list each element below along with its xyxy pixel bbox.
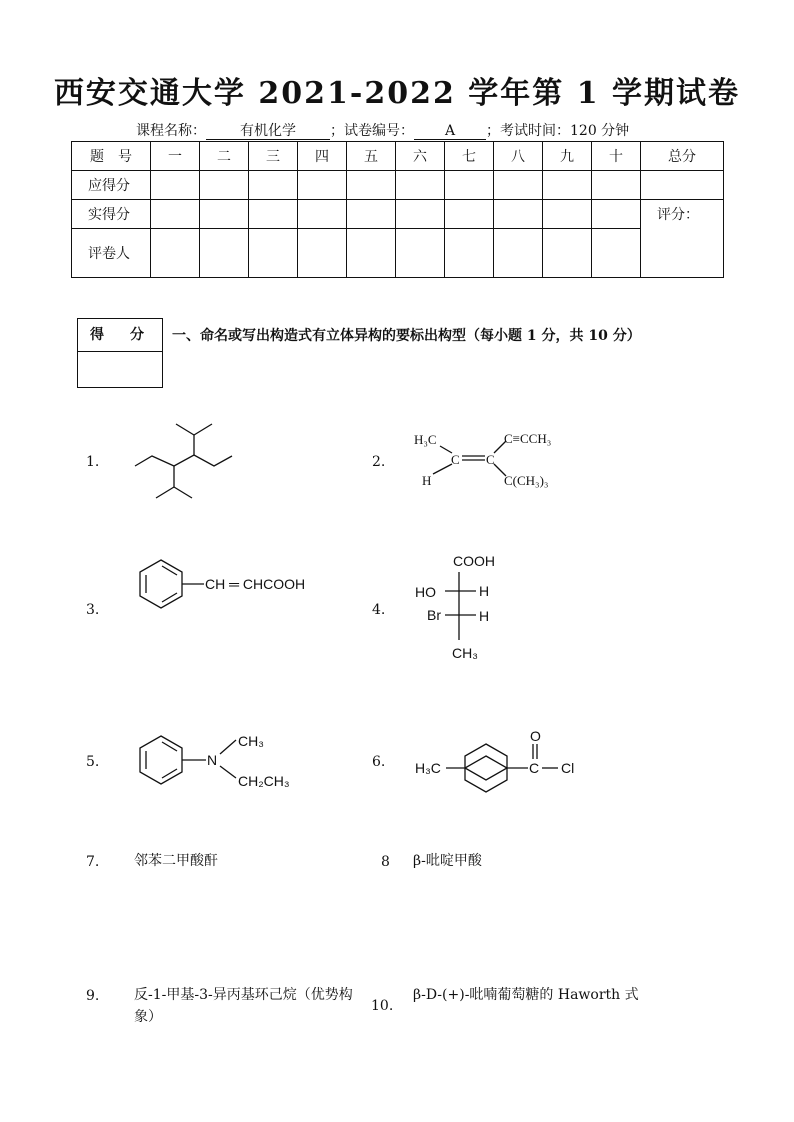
grade-cell[interactable] [249,200,298,229]
grade-col-header: 八 [494,142,543,171]
struct3-chain: CH ═ CHCOOH [205,576,306,592]
grade-cell[interactable] [592,171,641,200]
grade-row-grader [72,229,724,278]
course-label: 课程名称： [136,123,206,139]
grade-cell[interactable] [543,171,592,200]
question-text: 邻苯二甲酸酐 [134,853,218,869]
grade-cell[interactable] [592,229,641,278]
section-title: 一、命名或写出构造式有立体异构的要标出构型（每小题 1 分，共 10 分） [172,328,641,344]
paper-label: ；试卷编号： [330,123,414,139]
question-number: 6. [372,754,386,770]
grade-row-label: 评卷人 [72,229,151,278]
grade-cell[interactable] [543,229,592,278]
question-number: 7. [86,854,100,870]
structure-5 [136,730,306,794]
struct4-ho: HO [415,584,436,600]
grade-cell[interactable] [445,171,494,200]
grade-cell[interactable] [396,229,445,278]
struct2-h: H [422,473,432,488]
question-number: 2. [372,454,386,470]
struct6-o: O [530,728,541,744]
grade-cell[interactable] [641,171,724,200]
grade-cell[interactable] [347,200,396,229]
time-label: ；考试时间： [486,123,570,139]
grade-col-header: 五 [347,142,396,171]
struct6-cl: Cl [561,760,575,776]
grade-row-label: 应得分 [72,171,151,200]
time-value: 120 分钟 [570,123,630,139]
question-number: 3. [86,602,100,618]
grade-cell[interactable] [396,200,445,229]
grade-cell[interactable] [592,200,641,229]
grade-col-header: 总分 [641,142,724,171]
grade-cell[interactable] [494,200,543,229]
grade-cell[interactable] [249,171,298,200]
struct4-br: Br [427,607,441,623]
struct5-n: N [207,752,218,768]
paper-code: A [414,123,486,140]
question-number: 10. [371,998,394,1014]
question-number: 4. [372,602,386,618]
grade-row-actual [72,200,724,229]
grade-cell[interactable] [347,229,396,278]
exam-title: 西安交通大学 2021-2022 学年第 1 学期试卷 [53,76,741,111]
grade-col-header: 一 [151,142,200,171]
grade-cell[interactable] [445,229,494,278]
section-score-box [77,318,163,388]
struct4-top: COOH [453,553,495,569]
question-text: 反-1-甲基-3-异丙基环己烷（优势构象） [134,987,353,1025]
grade-cell[interactable] [543,200,592,229]
struct5-ch3: CH₃ [238,733,264,749]
grade-cell[interactable] [298,200,347,229]
grade-cell[interactable] [200,229,249,278]
grade-col-header: 四 [298,142,347,171]
structure-4-fischer [412,550,512,665]
grade-cell[interactable] [494,229,543,278]
struct2-bottom: C(CH₃)₃ [504,473,549,488]
question-number: 1. [86,454,100,470]
grade-cell[interactable] [445,200,494,229]
grade-col-header: 六 [396,142,445,171]
section-score-label: 得 分 [78,319,162,352]
grade-col-header: 七 [445,142,494,171]
exam-meta [136,120,629,140]
question-text: β-吡啶甲酸 [413,853,482,869]
struct2-h3c: H₃C [414,432,437,447]
grade-col-header: 九 [543,142,592,171]
grade-cell[interactable] [151,200,200,229]
grade-row-expected [72,171,724,200]
struct6-c: C [529,760,540,776]
question-number: 5. [86,754,100,770]
structure-2 [412,426,592,496]
structure-3 [136,556,326,612]
section-score-field[interactable] [78,352,162,388]
struct2-top: C≡CCH₃ [504,431,552,446]
grade-row-label: 实得分 [72,200,151,229]
grade-col-header: 二 [200,142,249,171]
grade-table [71,141,724,278]
grade-cell[interactable] [298,171,347,200]
struct2-c2: C [486,452,495,467]
grade-cell[interactable] [151,229,200,278]
grade-cell[interactable] [298,229,347,278]
grade-cell[interactable] [200,200,249,229]
grade-cell[interactable] [151,171,200,200]
grade-col-header: 三 [249,142,298,171]
struct2-c1: C [451,452,460,467]
question-number: 9. [86,988,100,1004]
grade-cell[interactable] [494,171,543,200]
grade-cell[interactable] [347,171,396,200]
grade-cell[interactable] [249,229,298,278]
struct4-h1: H [479,583,490,599]
course-name: 有机化学 [206,123,330,140]
total-score-cell[interactable] [641,200,724,278]
grade-cell[interactable] [200,171,249,200]
structure-6 [412,728,592,796]
struct5-ch2ch3: CH₂CH₃ [238,773,290,789]
grade-col-header: 十 [592,142,641,171]
question-text: β-D-(+)-吡喃葡萄糖的 Haworth 式 [413,987,639,1003]
struct6-h3c: H₃C [415,760,441,776]
grade-col-header: 题 号 [72,142,151,171]
struct4-h2: H [479,608,490,624]
total-score-label: 评分： [657,207,699,223]
grade-cell[interactable] [396,171,445,200]
structure-1-skeletal [130,418,240,508]
struct4-bottom: CH₃ [452,645,478,661]
grade-header-row [72,142,724,171]
question-number: 8 [381,854,390,870]
